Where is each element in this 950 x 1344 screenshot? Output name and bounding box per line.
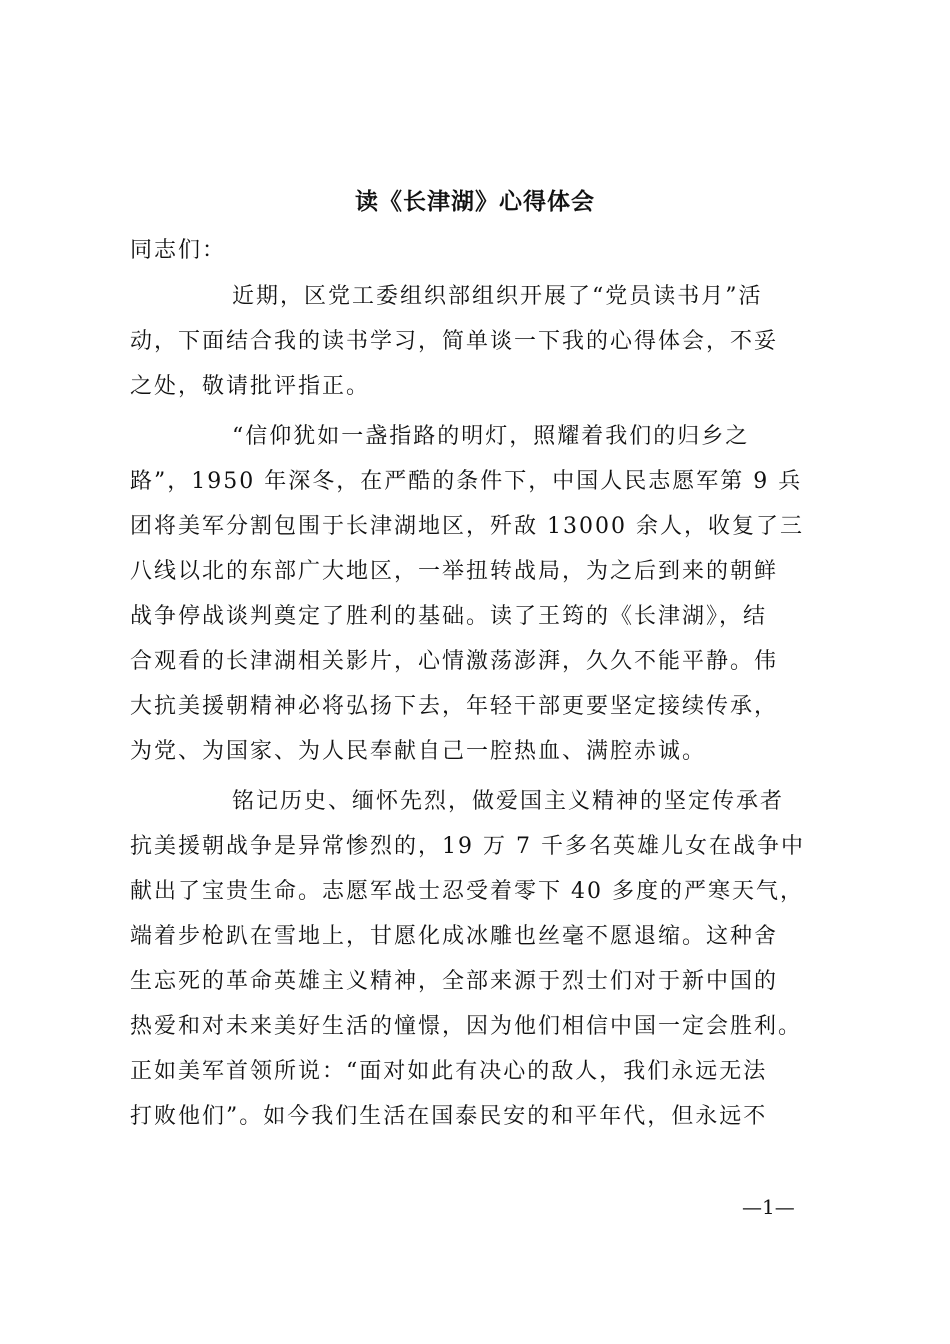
- paragraph-line: 动，下面结合我的读书学习，简单谈一下我的心得体会，不妥: [130, 329, 779, 354]
- paragraph-line: 团将美军分割包围于长津湖地区，歼敌 13000 余人，收复了三: [130, 514, 804, 539]
- paragraph-line: 大抗美援朝精神必将弘扬下去，年轻干部更要坚定接续传承，: [130, 694, 779, 719]
- paragraph-line: 正如美军首领所说：“面对如此有决心的敌人，我们永远无法: [130, 1059, 768, 1084]
- salutation: 同志们：: [130, 238, 227, 263]
- paragraph-line: 近期，区党工委组织部组织开展了“党员读书月”活: [232, 284, 763, 309]
- paragraph-line: 生忘死的革命英雄主义精神，全部来源于烈士们对于新中国的: [130, 969, 779, 994]
- paragraph-line: 战争停战谈判奠定了胜利的基础。读了王筠的《长津湖》，结: [130, 604, 768, 629]
- paragraph-line: 八线以北的东部广大地区，一举扭转战局，为之后到来的朝鲜: [130, 559, 779, 584]
- paragraph-line: 合观看的长津湖相关影片，心情激荡澎湃，久久不能平静。伟: [130, 649, 779, 674]
- document-title: 读《长津湖》心得体会: [355, 188, 595, 215]
- paragraph-line: “信仰犹如一盏指路的明灯，照耀着我们的归乡之: [232, 424, 750, 449]
- paragraph-line: 打败他们”。如今我们生活在国泰民安的和平年代，但永远不: [130, 1104, 768, 1129]
- paragraph-line: 为党、为国家、为人民奉献自己一腔热血、满腔赤诚。: [130, 739, 707, 764]
- paragraph-line: 热爱和对未来美好生活的憧憬，因为他们相信中国一定会胜利。: [130, 1014, 803, 1039]
- paragraph-line: 端着步枪趴在雪地上，甘愿化成冰雕也丝毫不愿退缩。这种舍: [130, 924, 779, 949]
- section-heading-line: 铭记历史、缅怀先烈，做爱国主义精神的坚定传承者: [232, 789, 785, 814]
- paragraph-line: 路”，1950 年深冬，在严酷的条件下，中国人民志愿军第 9 兵: [130, 469, 803, 494]
- paragraph-line: 抗美援朝战争是异常惨烈的，19 万 7 千多名英雄儿女在战争中: [130, 834, 805, 859]
- paragraph-line: 献出了宝贵生命。志愿军战士忍受着零下 40 多度的严寒天气，: [130, 879, 804, 904]
- page-number: —1—: [742, 1195, 795, 1219]
- paragraph-line: 之处，敬请批评指正。: [130, 374, 371, 399]
